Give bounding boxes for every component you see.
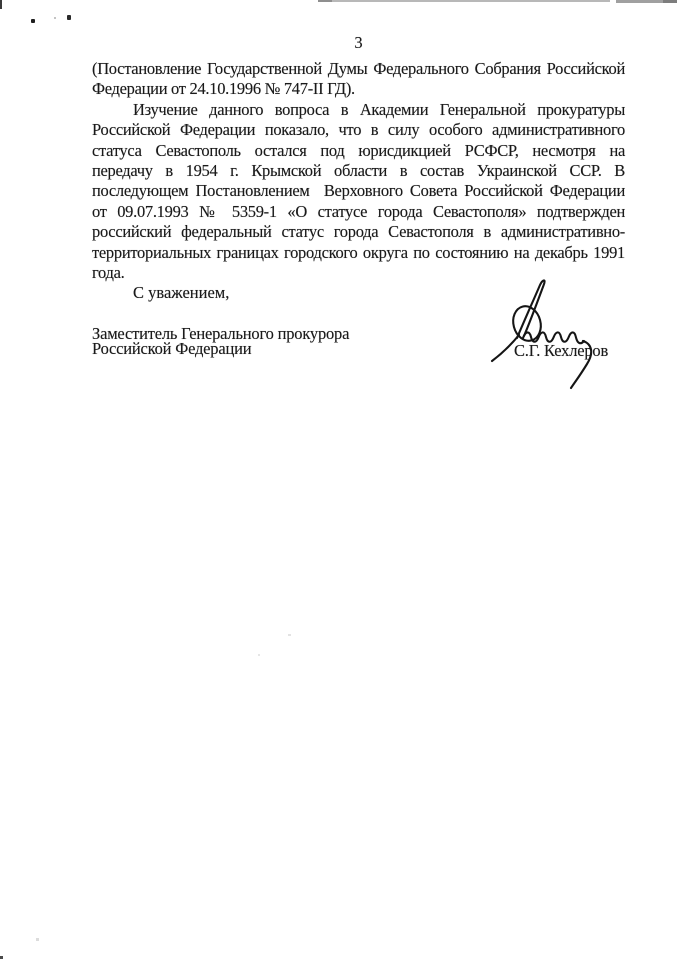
scan-artifact-top-streak xyxy=(318,0,332,2)
scan-artifact-top-streak xyxy=(663,0,677,3)
signer-title xyxy=(92,324,350,358)
signer-title-line: Российской Федерации xyxy=(92,338,252,358)
signer-title-line: Заместитель Генерального прокурора xyxy=(92,324,350,343)
page-number: 3 xyxy=(354,33,363,52)
scan-artifact-speck xyxy=(31,19,35,23)
scan-artifact-speck xyxy=(36,938,39,941)
scan-artifact-speck xyxy=(288,634,291,636)
scan-artifact-top-streak xyxy=(318,0,610,2)
scan-artifact-speck xyxy=(54,17,56,19)
letter-body xyxy=(92,59,625,283)
paragraph2-line: года. xyxy=(92,263,125,283)
scan-artifact-speck xyxy=(258,654,260,656)
paragraph1-line: Федерации от 24.10.1996 № 747-II ГД). xyxy=(92,79,355,99)
signature-wave-stroke xyxy=(523,332,584,343)
paragraph2-line: территориальных границах городского округа по состоянию на декабрь 1991 xyxy=(92,242,625,262)
paragraph2-line: Изучение данного вопроса в Академии Генеральной прокуратуры xyxy=(133,99,625,119)
paragraph2-line: статуса Севастополь остался под юрисдикцией РСФСР, несмотря на xyxy=(92,140,625,160)
scan-artifact-top-streak xyxy=(616,0,677,3)
signer-name: С.Г. Кехлеров xyxy=(514,341,609,360)
paragraph2-line: Российской Федерации показало, что в силу особого административного xyxy=(92,120,625,140)
scan-artifact-speck xyxy=(0,956,3,959)
paragraph2-line: последующем Постановлением Верховного Совета Российской Федерации xyxy=(92,181,625,201)
scan-artifact-top-left-mark xyxy=(0,0,2,9)
scan-artifact-speck xyxy=(67,15,71,20)
paragraph2-line: российский федеральный статус города Севастополя в административно- xyxy=(92,222,625,242)
paragraph2-line: передачу в 1954 г. Крымской области в состав Украинской ССР. В xyxy=(92,161,625,181)
paragraph2-line: от 09.07.1993 № 5359-1 «О статусе города Севастополя» подтвержден xyxy=(92,201,625,221)
signature-tail-stroke xyxy=(571,341,591,388)
paragraph1-line: (Постановление Государственной Думы Федерального Собрания Российской xyxy=(92,59,625,78)
signature-ink xyxy=(475,265,610,400)
closing-salutation: С уважением, xyxy=(133,283,230,302)
signature-leadin-stroke xyxy=(492,335,519,361)
